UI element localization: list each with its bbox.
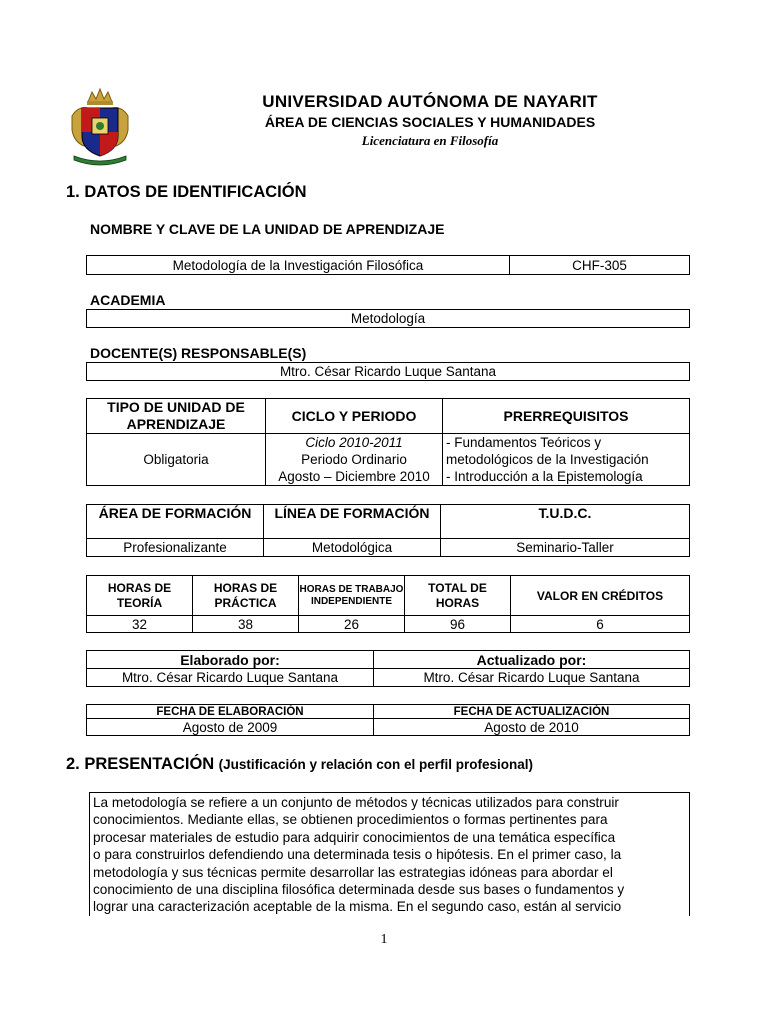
header-elaborado: Elaborado por: bbox=[87, 651, 374, 669]
header-practica: HORAS DE PRÁCTICA bbox=[193, 576, 299, 616]
fecha-actualizacion-value: Agosto de 2010 bbox=[374, 719, 690, 736]
linea-value: Metodológica bbox=[264, 539, 441, 557]
section-1-title: 1. DATOS DE IDENTIFICACIÓN bbox=[66, 183, 307, 201]
header-fecha-elaboracion: FECHA DE ELABORACIÓN bbox=[87, 705, 374, 719]
academia-value: Metodología bbox=[87, 310, 690, 328]
ciclo-line: Ciclo 2010-2011 bbox=[305, 435, 403, 450]
horas-table bbox=[86, 575, 690, 633]
actualizado-value: Mtro. César Ricardo Luque Santana bbox=[374, 669, 690, 687]
docente-label: DOCENTE(S) RESPONSABLE(S) bbox=[90, 345, 307, 361]
presentacion-line: metodología y sus técnicas permite desarrollar las estrategias idóneas para abordar el bbox=[93, 864, 613, 880]
header-ciclo: CICLO Y PERIODO bbox=[266, 399, 443, 434]
presentacion-line: o para construirlos defendiendo una determinada tesis o hipótesis. En el primer caso, la bbox=[93, 847, 622, 863]
header-actualizado: Actualizado por: bbox=[374, 651, 690, 669]
prerreq-line: - Introducción a la Epistemología bbox=[446, 469, 643, 484]
docente-value: Mtro. César Ricardo Luque Santana bbox=[87, 363, 690, 381]
teoria-value: 32 bbox=[87, 616, 193, 633]
presentacion-line: conocimientos. Mediante ellas, se obtienen procedimientos o formas pertinentes para bbox=[93, 812, 608, 828]
header-teoria: HORAS DE TEORÍA bbox=[87, 576, 193, 616]
unit-label: NOMBRE Y CLAVE DE LA UNIDAD DE APRENDIZAJE bbox=[90, 221, 445, 237]
practica-value: 38 bbox=[193, 616, 299, 633]
prerreq-line: metodológicos de la Investigación bbox=[446, 452, 649, 467]
trabajo-value: 26 bbox=[299, 616, 405, 633]
presentacion-line: La metodología se refiere a un conjunto de métodos y técnicas utilizados para construir bbox=[93, 795, 619, 810]
prerrequisitos-cell bbox=[443, 434, 690, 486]
valor-value: 6 bbox=[511, 616, 690, 633]
presentacion-line: conocimiento de una disciplina filosófica determinada desde sus bases o fundamentos y bbox=[93, 882, 625, 898]
unit-table bbox=[86, 255, 690, 275]
page-number: 1 bbox=[380, 932, 388, 947]
header-prerrequisitos: PRERREQUISITOS bbox=[443, 399, 690, 434]
header-fecha-actualizacion: FECHA DE ACTUALIZACIÓN bbox=[374, 705, 690, 719]
header-valor: VALOR EN CRÉDITOS bbox=[511, 576, 690, 616]
header-tudc: T.U.D.C. bbox=[441, 505, 690, 539]
fechas-line: Agosto – Diciembre 2010 bbox=[278, 469, 430, 484]
header-trabajo: HORAS DE TRABAJO INDEPENDIENTE bbox=[299, 576, 405, 616]
docente-table bbox=[86, 362, 690, 381]
tipo-value: Obligatoria bbox=[87, 434, 266, 486]
presentacion-line: procesar materiales de estudio para adquirir conocimientos de una temática específica bbox=[93, 829, 616, 845]
unit-name: Metodología de la Investigación Filosófica bbox=[87, 256, 510, 275]
presentacion-text bbox=[90, 793, 689, 916]
ciclo-cell bbox=[266, 434, 443, 486]
section-2-title: 2. PRESENTACIÓN bbox=[66, 755, 215, 773]
fecha-table bbox=[86, 704, 690, 736]
prerreq-line: - Fundamentos Teóricos y bbox=[446, 435, 602, 450]
section-2-heading bbox=[66, 755, 533, 774]
tudc-value: Seminario-Taller bbox=[441, 539, 690, 557]
header-tipo: TIPO DE UNIDAD DE APRENDIZAJE bbox=[87, 399, 266, 434]
university-title: UNIVERSIDAD AUTÓNOMA DE NAYARIT bbox=[262, 92, 598, 111]
area-table bbox=[86, 504, 690, 557]
academia-table bbox=[86, 309, 690, 328]
university-seal-icon bbox=[68, 86, 132, 166]
unit-code: CHF-305 bbox=[510, 256, 690, 275]
header-linea: LÍNEA DE FORMACIÓN bbox=[264, 505, 441, 539]
presentacion-line: lograr una caracterización aceptable de la misma. En el segundo caso, están al servicio bbox=[93, 899, 622, 915]
academia-label: ACADEMIA bbox=[90, 292, 166, 308]
total-value: 96 bbox=[405, 616, 511, 633]
periodo-line: Periodo Ordinario bbox=[301, 452, 407, 467]
fecha-elaboracion-value: Agosto de 2009 bbox=[87, 719, 374, 736]
header-area: ÁREA DE FORMACIÓN bbox=[87, 505, 264, 539]
area-title: ÁREA DE CIENCIAS SOCIALES Y HUMANIDADES bbox=[264, 114, 596, 130]
program-title: Licenciatura en Filosofía bbox=[361, 133, 499, 148]
elaborado-value: Mtro. César Ricardo Luque Santana bbox=[87, 669, 374, 687]
elaborado-table bbox=[86, 650, 690, 687]
header-total: TOTAL DE HORAS bbox=[405, 576, 511, 616]
section-2-subtitle: (Justificación y relación con el perfil profesional) bbox=[218, 757, 533, 772]
area-value: Profesionalizante bbox=[87, 539, 264, 557]
tipo-table bbox=[86, 398, 690, 486]
presentacion-box bbox=[89, 792, 690, 916]
